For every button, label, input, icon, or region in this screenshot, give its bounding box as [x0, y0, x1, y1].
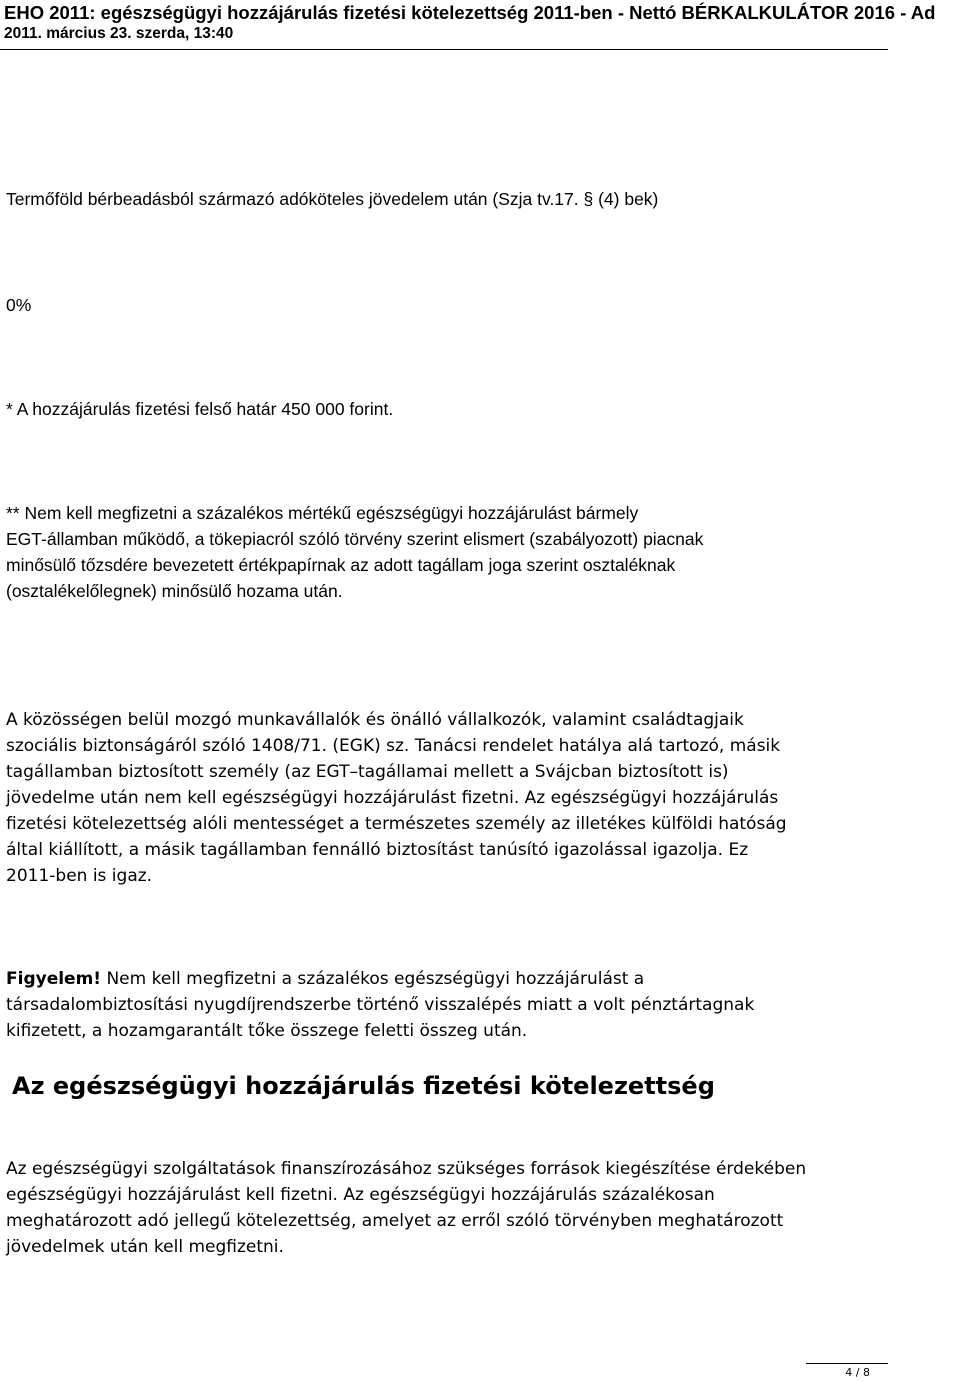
section-heading: Az egészségügyi hozzájárulás fizetési kötelezettség — [12, 1072, 715, 1100]
header-divider — [0, 49, 888, 50]
community-line: 2011-ben is igaz. — [6, 866, 153, 886]
section-line: meghatározott adó jellegű kötelezettség, amelyet az erről szóló törvényben meghatározott — [6, 1211, 784, 1231]
warning-label: Figyelem! — [6, 969, 102, 989]
footer-divider — [806, 1363, 888, 1364]
page-header — [0, 0, 960, 52]
termofold-line: Termőföld bérbeadásból származó adóköteles jövedelem után (Szja tv.17. § (4) bek) — [6, 189, 659, 209]
note-exempt-line: (osztalékelőlegnek) minősülő hozama után. — [6, 581, 343, 601]
community-line: jövedelme után nem kell egészségügyi hozzájárulást fizetni. Az egészségügyi hozzájárulás — [6, 788, 779, 808]
warning-line: társadalombiztosítási nyugdíjrendszerbe történő visszalépés miatt a volt pénztártagnak — [6, 995, 755, 1015]
section-line: jövedelmek után kell megfizetni. — [6, 1237, 284, 1257]
document-date: 2011. március 23. szerda, 13:40 — [4, 25, 234, 42]
community-line: szociális biztonságáról szóló 1408/71. (EGK) sz. Tanácsi rendelet hatálya alá tartozó, másik — [6, 736, 781, 756]
page-number: 4 / 8 — [845, 1366, 870, 1379]
community-line: tagállamban biztosított személy (az EGT–tagállamai mellett a Svájcban biztosított is) — [6, 762, 729, 782]
warning-text: Nem kell megfizetni a százalékos egészségügyi hozzájárulást a — [101, 969, 645, 989]
note-exempt-line: EGT-államban működő, a tökepiacról szóló törvény szerint elismert (szabályozott) piacnak — [6, 529, 704, 549]
community-line: fizetési kötelezettség alóli mentességet a természetes személy az illetékes külföldi hatóság — [6, 814, 787, 834]
note-cap: * A hozzájárulás fizetési felső határ 450 000 forint. — [6, 399, 394, 419]
note-exempt-line: ** Nem kell megfizetni a százalékos mértékű egészségügyi hozzájárulást bármely — [6, 503, 639, 523]
community-line: A közösségen belül mozgó munkavállalók és önálló vállalkozók, valamint családtagjaik — [6, 710, 744, 730]
warning-line: kifizetett, a hozamgarantált tőke összege feletti összeg után. — [6, 1021, 528, 1041]
rate-value: 0% — [6, 295, 32, 315]
section-line: egészségügyi hozzájárulást kell fizetni. Az egészségügyi hozzájárulás százalékosan — [6, 1185, 715, 1205]
section-line: Az egészségügyi szolgáltatások finanszírozásához szükséges források kiegészítése érdekében — [6, 1159, 807, 1179]
document-title: EHO 2011: egészségügyi hozzájárulás fizetési kötelezettség 2011-ben - Nettó BÉRKALKULÁTOR 2016 - Ad — [4, 2, 936, 23]
note-exempt-line: minősülő tőzsdére bevezetett értékpapírnak az adott tagállam joga szerint osztaléknak — [6, 555, 676, 575]
warning-line — [6, 966, 896, 992]
community-line: által kiállított, a másik tagállamban fennálló biztosítást tanúsító igazolással igazolja. Ez — [6, 840, 749, 860]
